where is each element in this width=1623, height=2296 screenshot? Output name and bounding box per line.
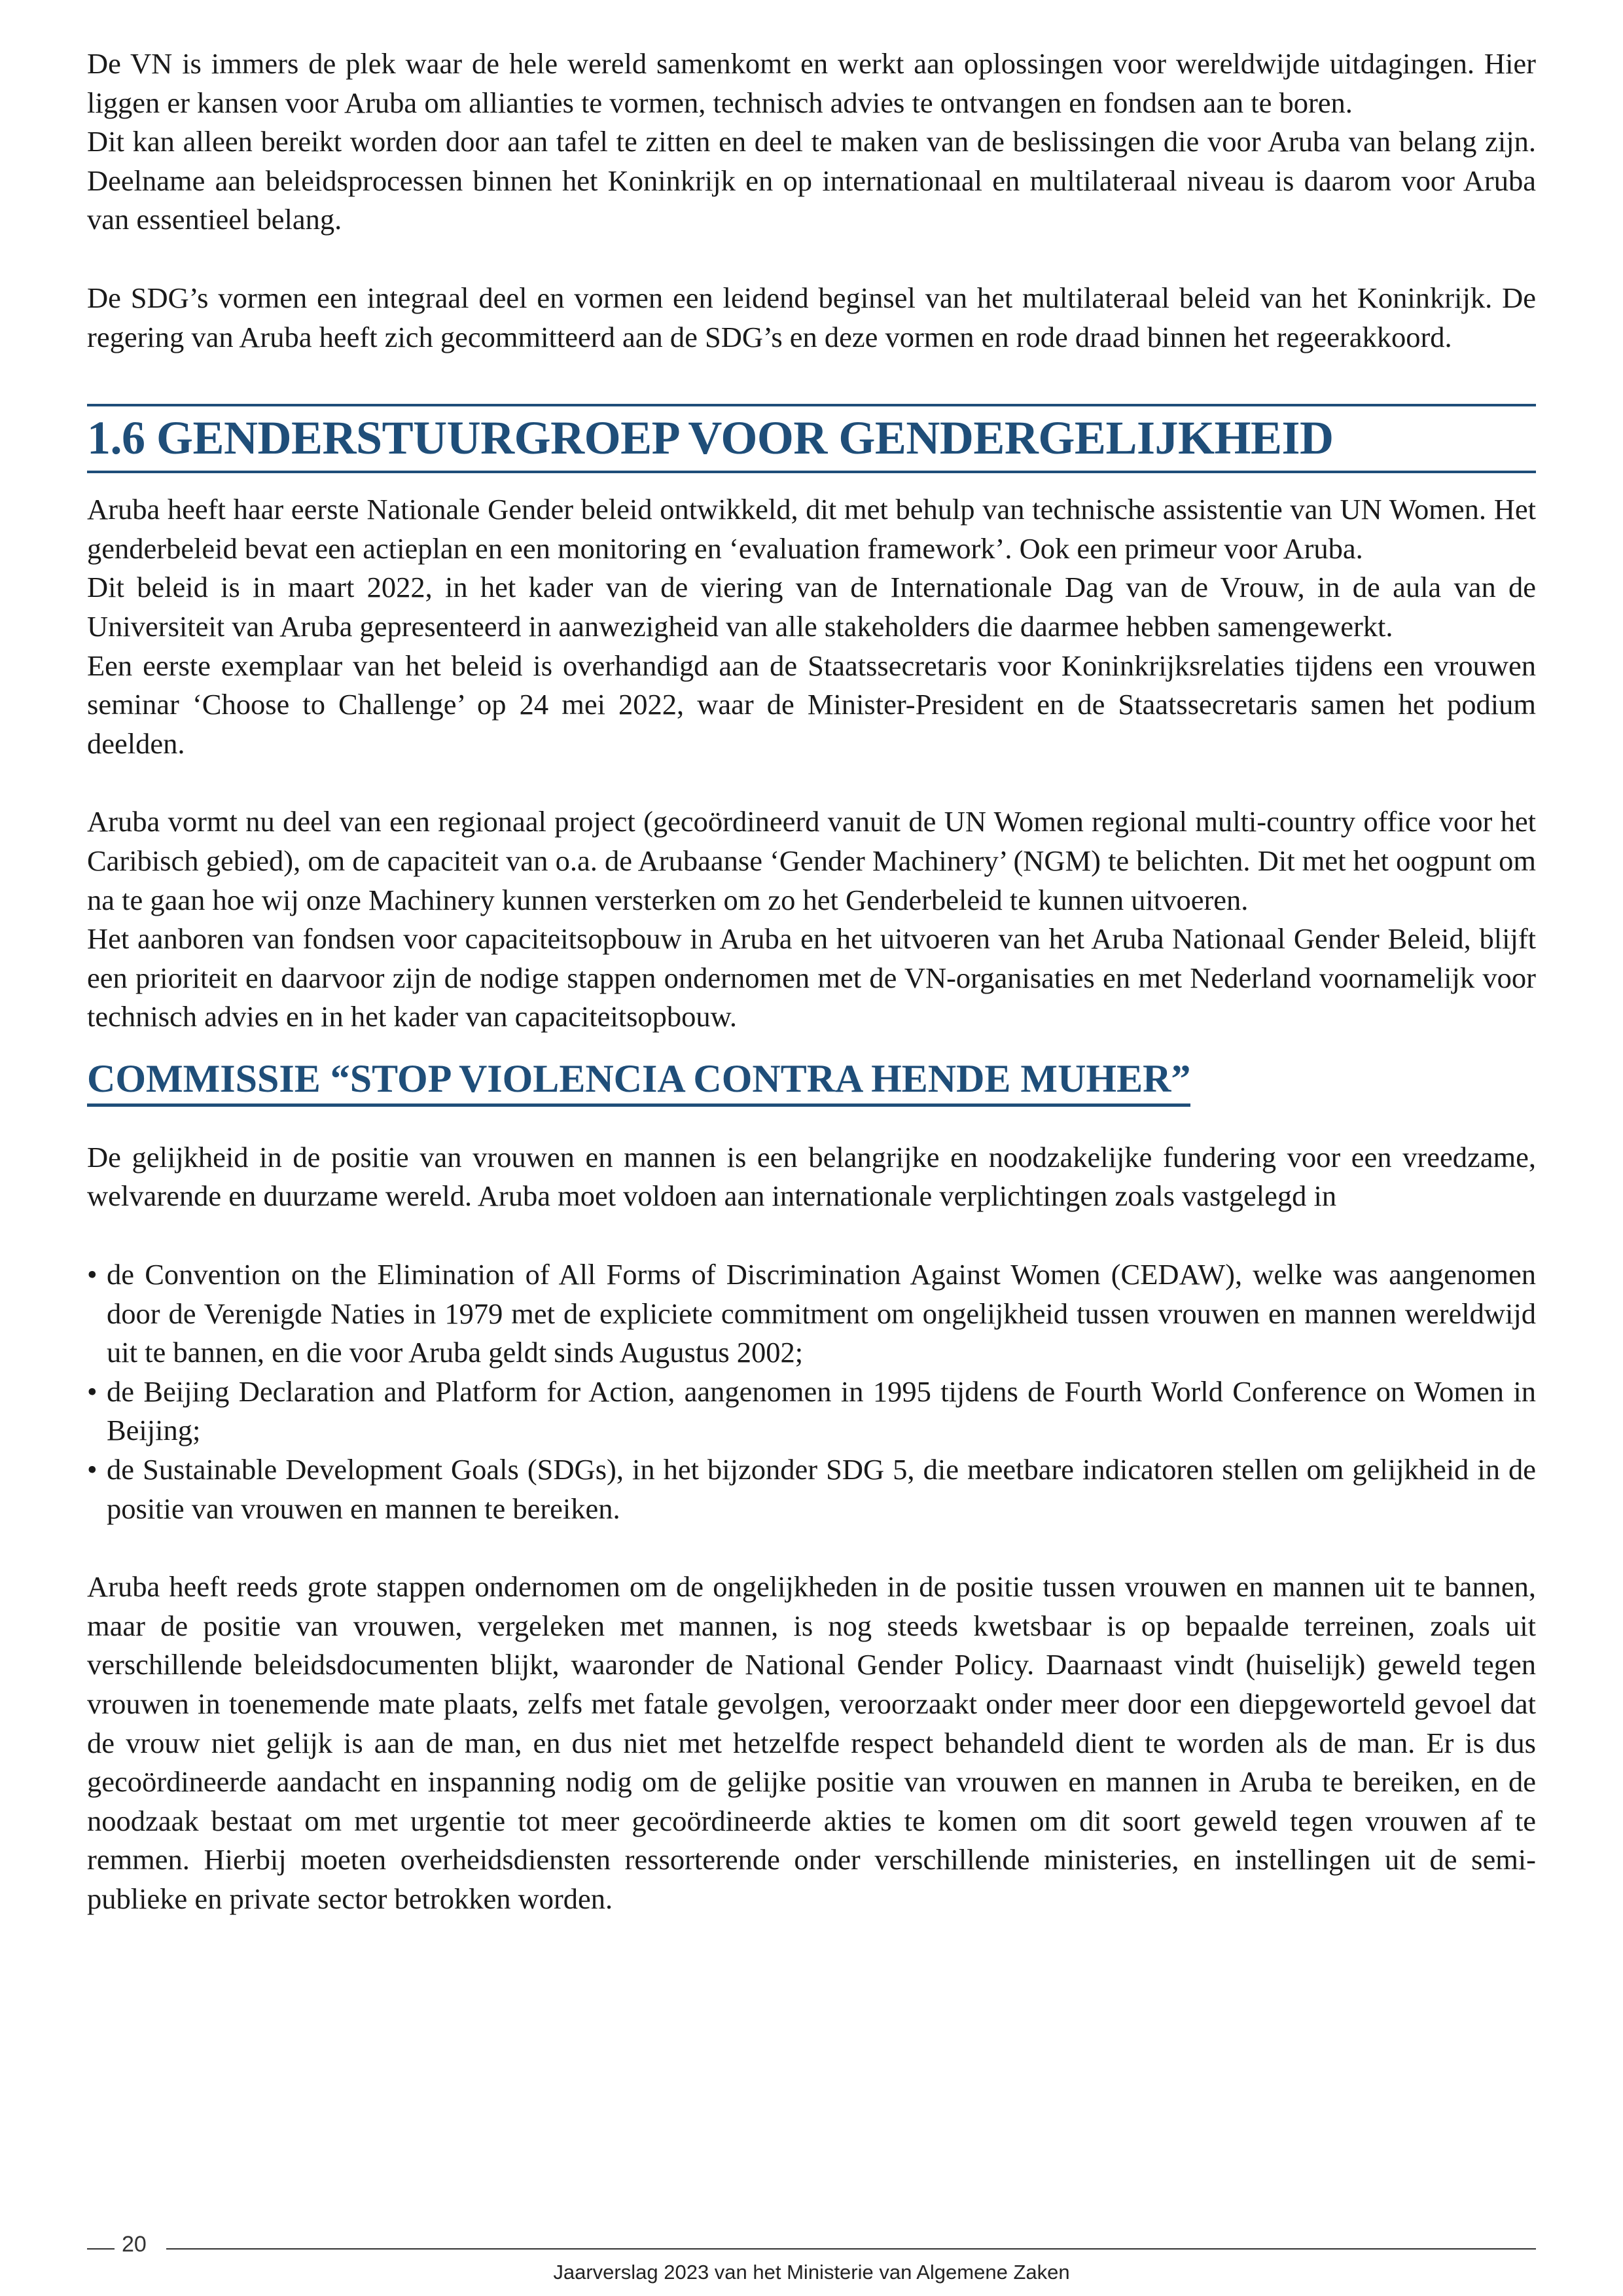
- footer-rule-right: [166, 2248, 1536, 2250]
- commissie-paragraph-1: De gelijkheid in de positie van vrouwen en mannen is een belangrijke en noodzakelijke fundering voor een vreedzame, welvarende en duurzame wereld. Aruba moet voldoen aan internationale verplichtingen zoals vastgelegd in: [87, 1140, 1536, 1213]
- page-content: [87, 45, 1536, 1919]
- section-heading-gender: 1.6 GENDERSTUURGROEP VOOR GENDERGELIJKHEID: [87, 404, 1536, 473]
- gender-paragraph-4: Aruba vormt nu deel van een regionaal project (gecoördineerd vanuit de UN Women regional multi-country office voor het Caribisch gebied), om de capaciteit van o.a. de Arubaanse ‘Gender Machinery’ (NGM) te belichten. Dit met het oogpunt om na te gaan hoe wij onze Machinery kunnen versterken om zo het Genderbeleid te kunnen uitvoeren.: [87, 805, 1536, 916]
- intro-paragraph-3: De SDG’s vormen een integraal deel en vormen een leidend beginsel van het multilateraal beleid van het Koninkrijk. De regering van Aruba heeft zich gecommitteerd aan de SDG’s en deze vormen en rode draad binnen het regeerakkoord.: [87, 281, 1536, 353]
- footer-title: Jaarverslag 2023 van het Ministerie van Algemene Zaken: [553, 2261, 1070, 2284]
- page-number: 20: [122, 2232, 147, 2257]
- commitments-list: [87, 1255, 1536, 1528]
- intro-paragraph-2: Dit kan alleen bereikt worden door aan tafel te zitten en deel te maken van de beslissingen die voor Aruba van belang zijn. Deelname aan beleidsprocessen binnen het Koninkrijk en op internationaal en multilateraal niveau is daarom voor Aruba van essentieel belang.: [87, 125, 1536, 236]
- commissie-paragraph-2: Aruba heeft reeds grote stappen ondernomen om de ongelijkheden in de positie tussen vrouwen en mannen uit te bannen, maar de positie van vrouwen, vergeleken met mannen, is nog steeds kwetsbaar is op bepaalde terreinen, zoals uit verschillende beleidsdocumenten blijkt, waaronder de National Gender Policy. Daarnaast vindt (huiselijk) geweld tegen vrouwen in toenemende mate plaats, zelfs met fatale gevolgen, veroorzaakt onder meer door een diepgeworteld gevoel dat de vrouw niet gelijk is aan de man, en dus niet met hetzelfde respect behandeld dient te worden als de man. Er is dus gecoördineerde aandacht en inspanning nodig om de gelijke positie van vrouwen en mannen in Aruba te bereiken, en de noodzaak bestaat om met urgentie tot meer gecoördineerde akties te komen om dit soort geweld tegen vrouwen af te remmen. Hierbij moeten overheidsdiensten ressorterende onder verschillende ministeries, en instellingen uit de semi-publieke en private sector betrokken worden.: [87, 1570, 1536, 1915]
- footer-rule-left: [87, 2248, 115, 2250]
- gender-paragraph-3: Een eerste exemplaar van het beleid is overhandigd aan de Staatssecretaris voor Koninkrijksrelaties tijdens een vrouwen seminar ‘Choose to Challenge’ op 24 mei 2022, waar de Minister-President en de Staatssecretaris samen het podium deelden.: [87, 649, 1536, 760]
- section-heading-commissie: COMMISSIE “STOP VIOLENCIA CONTRA HENDE MUHER”: [87, 1055, 1190, 1107]
- gender-paragraph-2: Dit beleid is in maart 2022, in het kader van de viering van de Internationale Dag van de Vrouw, in de aula van de Universiteit van Aruba gepresenteerd in aanwezigheid van alle stakeholders die daarmee hebben samengewerkt.: [87, 571, 1536, 643]
- list-item: • de Beijing Declaration and Platform for Action, aangenomen in 1995 tijdens de Fourth World Conference on Women in Beijing;: [87, 1372, 1536, 1450]
- gender-paragraph-1: Aruba heeft haar eerste Nationale Gender beleid ontwikkeld, dit met behulp van technische assistentie van UN Women. Het genderbeleid bevat een actieplan en een monitoring en ‘evaluation framework’. Ook een primeur voor Aruba.: [87, 493, 1536, 565]
- gender-paragraph-5: Het aanboren van fondsen voor capaciteitsopbouw in Aruba en het uitvoeren van het Aruba Nationaal Gender Beleid, blijft een prioriteit en daarvoor zijn de nodige stappen ondernomen met de VN-organisaties en met Nederland voornamelijk voor technisch advies en in het kader van capaciteitsopbouw.: [87, 922, 1536, 1033]
- intro-paragraph-1: De VN is immers de plek waar de hele wereld samenkomt en werkt aan oplossingen voor wereldwijde uitdagingen. Hier liggen er kansen voor Aruba om allianties te vormen, technisch advies te ontvangen en fondsen aan te boren.: [87, 47, 1536, 119]
- list-item: • de Sustainable Development Goals (SDGs), in het bijzonder SDG 5, die meetbare indicatoren stellen om gelijkheid in de positie van vrouwen en mannen te bereiken.: [87, 1450, 1536, 1528]
- list-item: • de Convention on the Elimination of All Forms of Discrimination Against Women (CEDAW), welke was aangenomen door de Verenigde Naties in 1979 met de expliciete commitment om ongelijkheid tussen vrouwen en mannen wereldwijd uit te bannen, en die voor Aruba geldt sinds Augustus 2002;: [87, 1255, 1536, 1372]
